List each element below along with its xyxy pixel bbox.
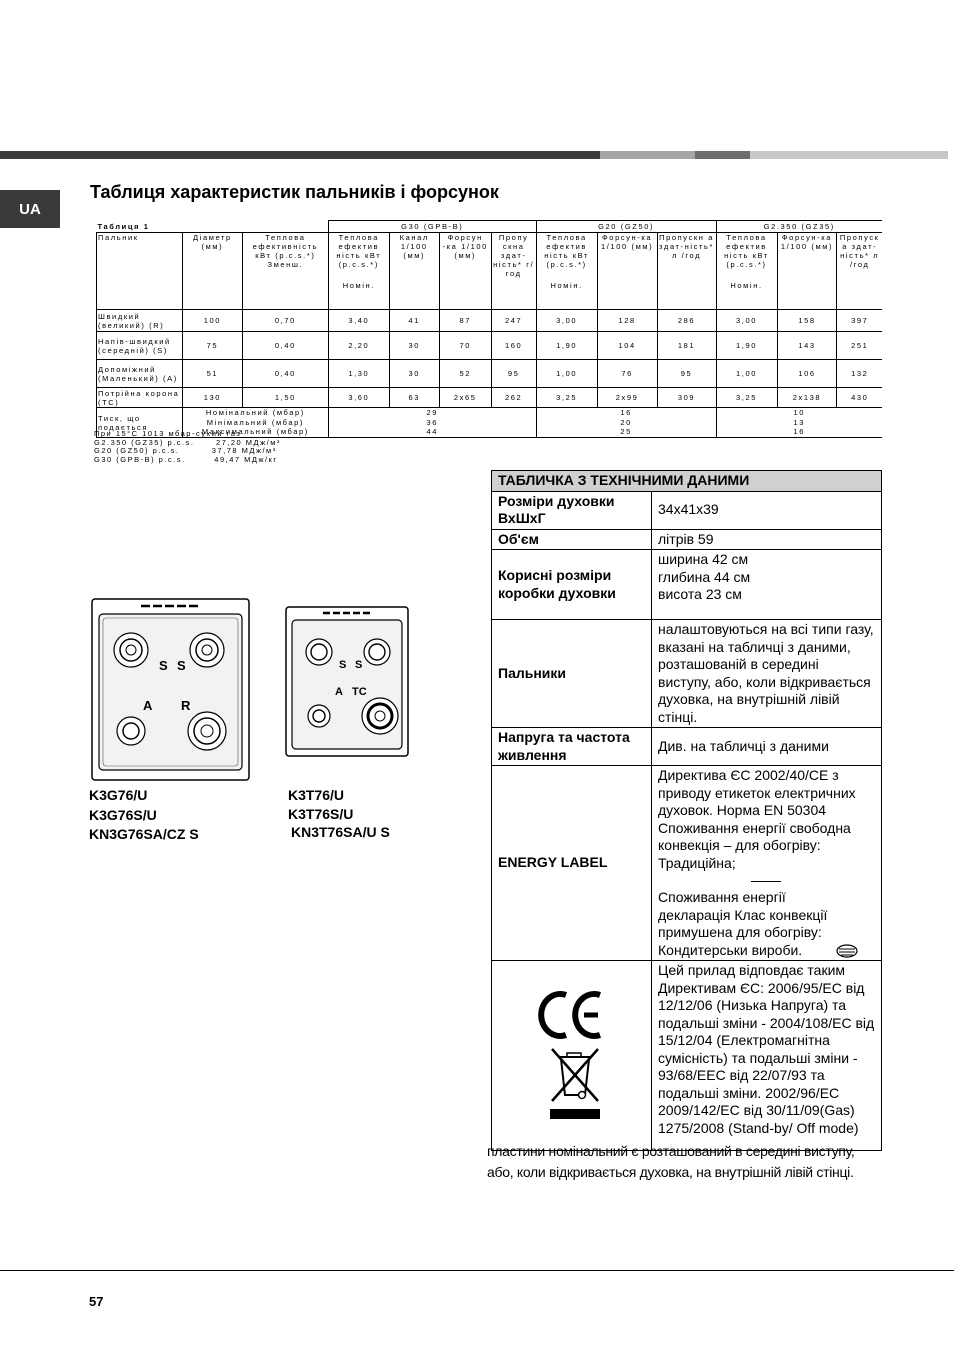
header-g235-heat: [716, 233, 777, 310]
burner-right-top-left: [306, 639, 332, 665]
data-table-header: ТАБЛИЧКА З ТЕХНІЧНИМИ ДАНИМИ: [492, 471, 882, 492]
table-cell: 75: [182, 332, 242, 360]
header-g20-flow: Пропускн а здат-ність* л /год: [657, 233, 716, 310]
table-cell: 3,40: [328, 310, 389, 332]
burner-left-top-right: [190, 633, 224, 667]
header-bar-gray: [600, 151, 695, 159]
header-bar-mid: [695, 151, 750, 159]
table-cell: 1,30: [328, 360, 389, 388]
burner-right-bottom-left: [308, 705, 330, 727]
header-burner: Пальник: [97, 233, 183, 310]
label-right-tc: TC: [352, 686, 367, 698]
table-cell: 104: [597, 332, 657, 360]
table-cell: 63: [389, 388, 439, 408]
table-cell: 397: [837, 310, 882, 332]
model-left-3: KN3G76SA/CZ S: [89, 826, 199, 842]
table-cell: 3,60: [328, 388, 389, 408]
label-right-a: A: [335, 686, 343, 698]
table-cell: 2x138: [777, 388, 837, 408]
label-left-a: A: [143, 698, 153, 713]
pressure-g20-max: 25: [620, 427, 632, 437]
table-cell: 30: [389, 360, 439, 388]
energy-rule: [658, 872, 875, 889]
pressure-g235-min: 13: [793, 417, 806, 427]
language-tab: UA: [0, 190, 60, 228]
pressure-g30-min: 36: [426, 417, 439, 427]
weee-bin-icon: [552, 1049, 598, 1101]
header-g235-heat-text: Теплова ефектив ність кВт (p.c.s.*): [724, 233, 769, 269]
gas-group-g20: G20 (GZ50): [536, 221, 716, 233]
table-cell: 2,20: [328, 332, 389, 360]
model-right-2: K3T76S/U: [288, 805, 354, 822]
table-cell: 130: [182, 388, 242, 408]
header-g235-flow: Пропуск а здат-ність* л /год: [837, 233, 882, 310]
burner-table: [96, 220, 882, 438]
header-g20-heat-text: Теплова ефектив ність кВт (p.c.s.*): [544, 233, 590, 269]
voltage-value: Див. на табличці з даними: [652, 728, 882, 766]
table-cell: 1,90: [536, 332, 597, 360]
table-cell: 1,50: [242, 388, 328, 408]
label-left-s2: S: [177, 658, 186, 673]
table-cell: 2x65: [439, 388, 491, 408]
table-row: [97, 310, 883, 332]
table-cell: 100: [182, 310, 242, 332]
oven-icon: [835, 943, 859, 959]
header-g30-bypass: Канал 1/100 (мм): [389, 233, 439, 310]
table-cell: 1,90: [716, 332, 777, 360]
header-bar-dark: [0, 151, 600, 159]
burner-right-top-right: [364, 639, 390, 665]
header-bar-light: [750, 151, 948, 159]
pressure-g235-nominal: 10: [793, 408, 806, 418]
table-footnotes: При 15°C 1013 мбар-сухий газ G2.350 (GZ35) p.c.s. 27,20 МДж/м³ G20 (GZ50) p.c.s. 37,78 МДж/м³ G30 (GPB-B) p.c.s. 49,47 МДж/кг: [94, 429, 281, 464]
header-g30-heat: [328, 233, 389, 310]
header-g30-flow: Пропу скна здат-ність* г/год: [491, 233, 536, 310]
table-cell: 51: [182, 360, 242, 388]
burner-left-top-left: [114, 633, 148, 667]
table-cell: 3,25: [536, 388, 597, 408]
pressure-g235-max: 16: [793, 427, 806, 437]
label-right-s2: S: [355, 659, 363, 671]
label-left-s1: S: [159, 658, 168, 673]
label-left-r: R: [181, 698, 191, 713]
voltage-label: Напруга та частота живлення: [492, 728, 652, 766]
energy-text-1: Директива ЄС 2002/40/CE з приводу етикеток електричних духовок. Норма EN 50304 Споживання енергії свободна конвекція – для обогріву: Традиційна;: [658, 767, 856, 871]
table-cell: 3,00: [536, 310, 597, 332]
pressure-g30: [328, 408, 536, 438]
label-right-s1: S: [339, 659, 347, 671]
page-number: 57: [89, 1294, 104, 1309]
model-right-1: K3T76/U: [288, 787, 345, 803]
burner-right-triple-crown: [362, 698, 398, 734]
burner-name: Напів-швидкий (середній) (S): [97, 332, 183, 360]
table-cell: 41: [389, 310, 439, 332]
table-caption: Таблиця 1: [97, 221, 150, 231]
hob-diagram-left: [91, 598, 251, 782]
header-diameter: Діаметр (мм): [182, 233, 242, 310]
useful-dims-label: Корисні розміри коробки духовки: [492, 550, 652, 620]
model-list-right: [288, 786, 390, 842]
gas-group-g235: G2.350 (GZ35): [716, 221, 882, 233]
burners-value: налаштовуються на всі типи газу, вказані на табличці з даними, розташованій в середині виступу, або, коли відкривається духовка, на внутрішній лівій стінці.: [652, 620, 882, 728]
burner-name: Допоміжний (Маленький) (A): [97, 360, 183, 388]
table-cell: 181: [657, 332, 716, 360]
header-g235-nozzle: Форсун-ка 1/100 (мм): [777, 233, 837, 310]
ce-weee-icons: [536, 983, 608, 1123]
hob-diagram-right: [285, 606, 410, 758]
table-cell: 76: [597, 360, 657, 388]
table-cell: 262: [491, 388, 536, 408]
header-reduced: Теплова ефективність кВт (p.c.s.*) Зменш.: [242, 233, 328, 310]
compliance-marks: [492, 961, 652, 1151]
header-g20-nominal: Номін.: [550, 281, 583, 290]
table-row: [97, 360, 883, 388]
burner-left-bottom-left: [117, 717, 145, 745]
energy-label: ENERGY LABEL: [492, 766, 652, 961]
table-cell: 95: [657, 360, 716, 388]
ce-compliance-text: Цей прилад відповдає таким Директивам ЄС: 2006/95/EC від 12/12/06 (Низька Напруга) та подальші зміни - 2004/108/EC від 15/12/04 (Електромагнітна сумісність) та подальші зміни - 93/68/EEC від 22/07/93 та подальші зміни. 2002/96/EC 2009/142/EC від 30/11/09(Gas) 1275/2008 (Stand-by/ Off mode): [652, 961, 882, 1151]
table-cell: 3,25: [716, 388, 777, 408]
header-g30-heat-text: Теплова ефектив ність кВт (p.c.s.*): [336, 233, 382, 269]
useful-depth: глибина 44 см: [658, 568, 751, 585]
pressure-g20-min: 20: [620, 417, 632, 427]
burners-label: Пальники: [492, 620, 652, 728]
table-cell: 2x99: [597, 388, 657, 408]
burner-left-bottom-right: [188, 712, 226, 750]
table-cell: 30: [389, 332, 439, 360]
table-cell: 143: [777, 332, 837, 360]
useful-width: ширина 42 см: [658, 551, 749, 567]
table-cell: 95: [491, 360, 536, 388]
table-row: [97, 332, 883, 360]
technical-data-table: [491, 470, 882, 1151]
burner-name: Швидкий (великий) (R): [97, 310, 183, 332]
table-cell: 251: [837, 332, 882, 360]
table-cell: 1,00: [716, 360, 777, 388]
energy-text-2: Споживання енергії декларація Клас конвекції примушена для обогріву: Кондитерськи вироби.: [658, 889, 828, 958]
weee-bar: [550, 1109, 600, 1119]
useful-height: висота 23 см: [658, 586, 742, 602]
table-cell: 286: [657, 310, 716, 332]
table-cell: 70: [439, 332, 491, 360]
pressure-label: Тиск, що подається: [97, 408, 183, 438]
model-right-3: KN3T76SA/U S: [291, 824, 390, 840]
table-cell: 0,40: [242, 332, 328, 360]
dims-value: 34x41x39: [652, 491, 882, 529]
ce-mark-icon: [541, 994, 566, 1036]
pressure-min-label: Мінімальний (мбар): [206, 417, 305, 427]
energy-text-2-wrap: [658, 889, 875, 959]
table-row: [97, 388, 883, 408]
table-cell: 0,70: [242, 310, 328, 332]
gas-group-g30: G30 (GPB-B): [328, 221, 536, 233]
header-g30-nominal: Номін.: [342, 281, 375, 290]
pressure-nominal-label: Номінальний (мбар): [205, 408, 305, 418]
table-cell: 3,00: [716, 310, 777, 332]
volume-value: літрів 59: [652, 529, 882, 550]
table-cell: 247: [491, 310, 536, 332]
table-cell: 0,40: [242, 360, 328, 388]
dims-label: Розміри духовки ВхШхГ: [492, 491, 652, 529]
energy-value: [652, 766, 882, 961]
pressure-max-label: Максимальний (мбар): [201, 427, 309, 437]
useful-dims-value: [652, 550, 882, 620]
footer-rule: [0, 1270, 954, 1271]
pressure-g30-max: 44: [426, 427, 439, 437]
page-title: Таблиця характеристик пальників і форсунок: [90, 182, 499, 202]
pressure-g30-nominal: 29: [426, 408, 439, 418]
model-left-2: K3G76S/U: [89, 806, 157, 823]
model-list-left: [89, 786, 199, 845]
table-cell: 160: [491, 332, 536, 360]
model-left-1: K3G76/U: [89, 787, 148, 803]
header-g20-heat: [536, 233, 597, 310]
header-g20-nozzle: Форсун-ка 1/100 (мм): [597, 233, 657, 310]
header-g30-nozzle: Форсун -ка 1/100 (мм): [439, 233, 491, 310]
table-cell: 430: [837, 388, 882, 408]
table-cell: 158: [777, 310, 837, 332]
table-cell: 87: [439, 310, 491, 332]
table-cell: 132: [837, 360, 882, 388]
burner-name: Потрійна корона (TC): [97, 388, 183, 408]
table-cell: 106: [777, 360, 837, 388]
footer-note: пластини номінальний є розташований в середині виступу, або, коли відкривається духовка, на внутрішній лівій стінці.: [487, 1143, 855, 1180]
pressure-g20-nominal: 16: [620, 408, 632, 418]
pressure-g235: [716, 408, 882, 438]
table-cell: 128: [597, 310, 657, 332]
header-g235-nominal: Номін.: [730, 281, 763, 290]
volume-label: Об'єм: [492, 529, 652, 550]
table-cell: 309: [657, 388, 716, 408]
table-cell: 52: [439, 360, 491, 388]
pressure-g20: [536, 408, 716, 438]
table-cell: 1,00: [536, 360, 597, 388]
